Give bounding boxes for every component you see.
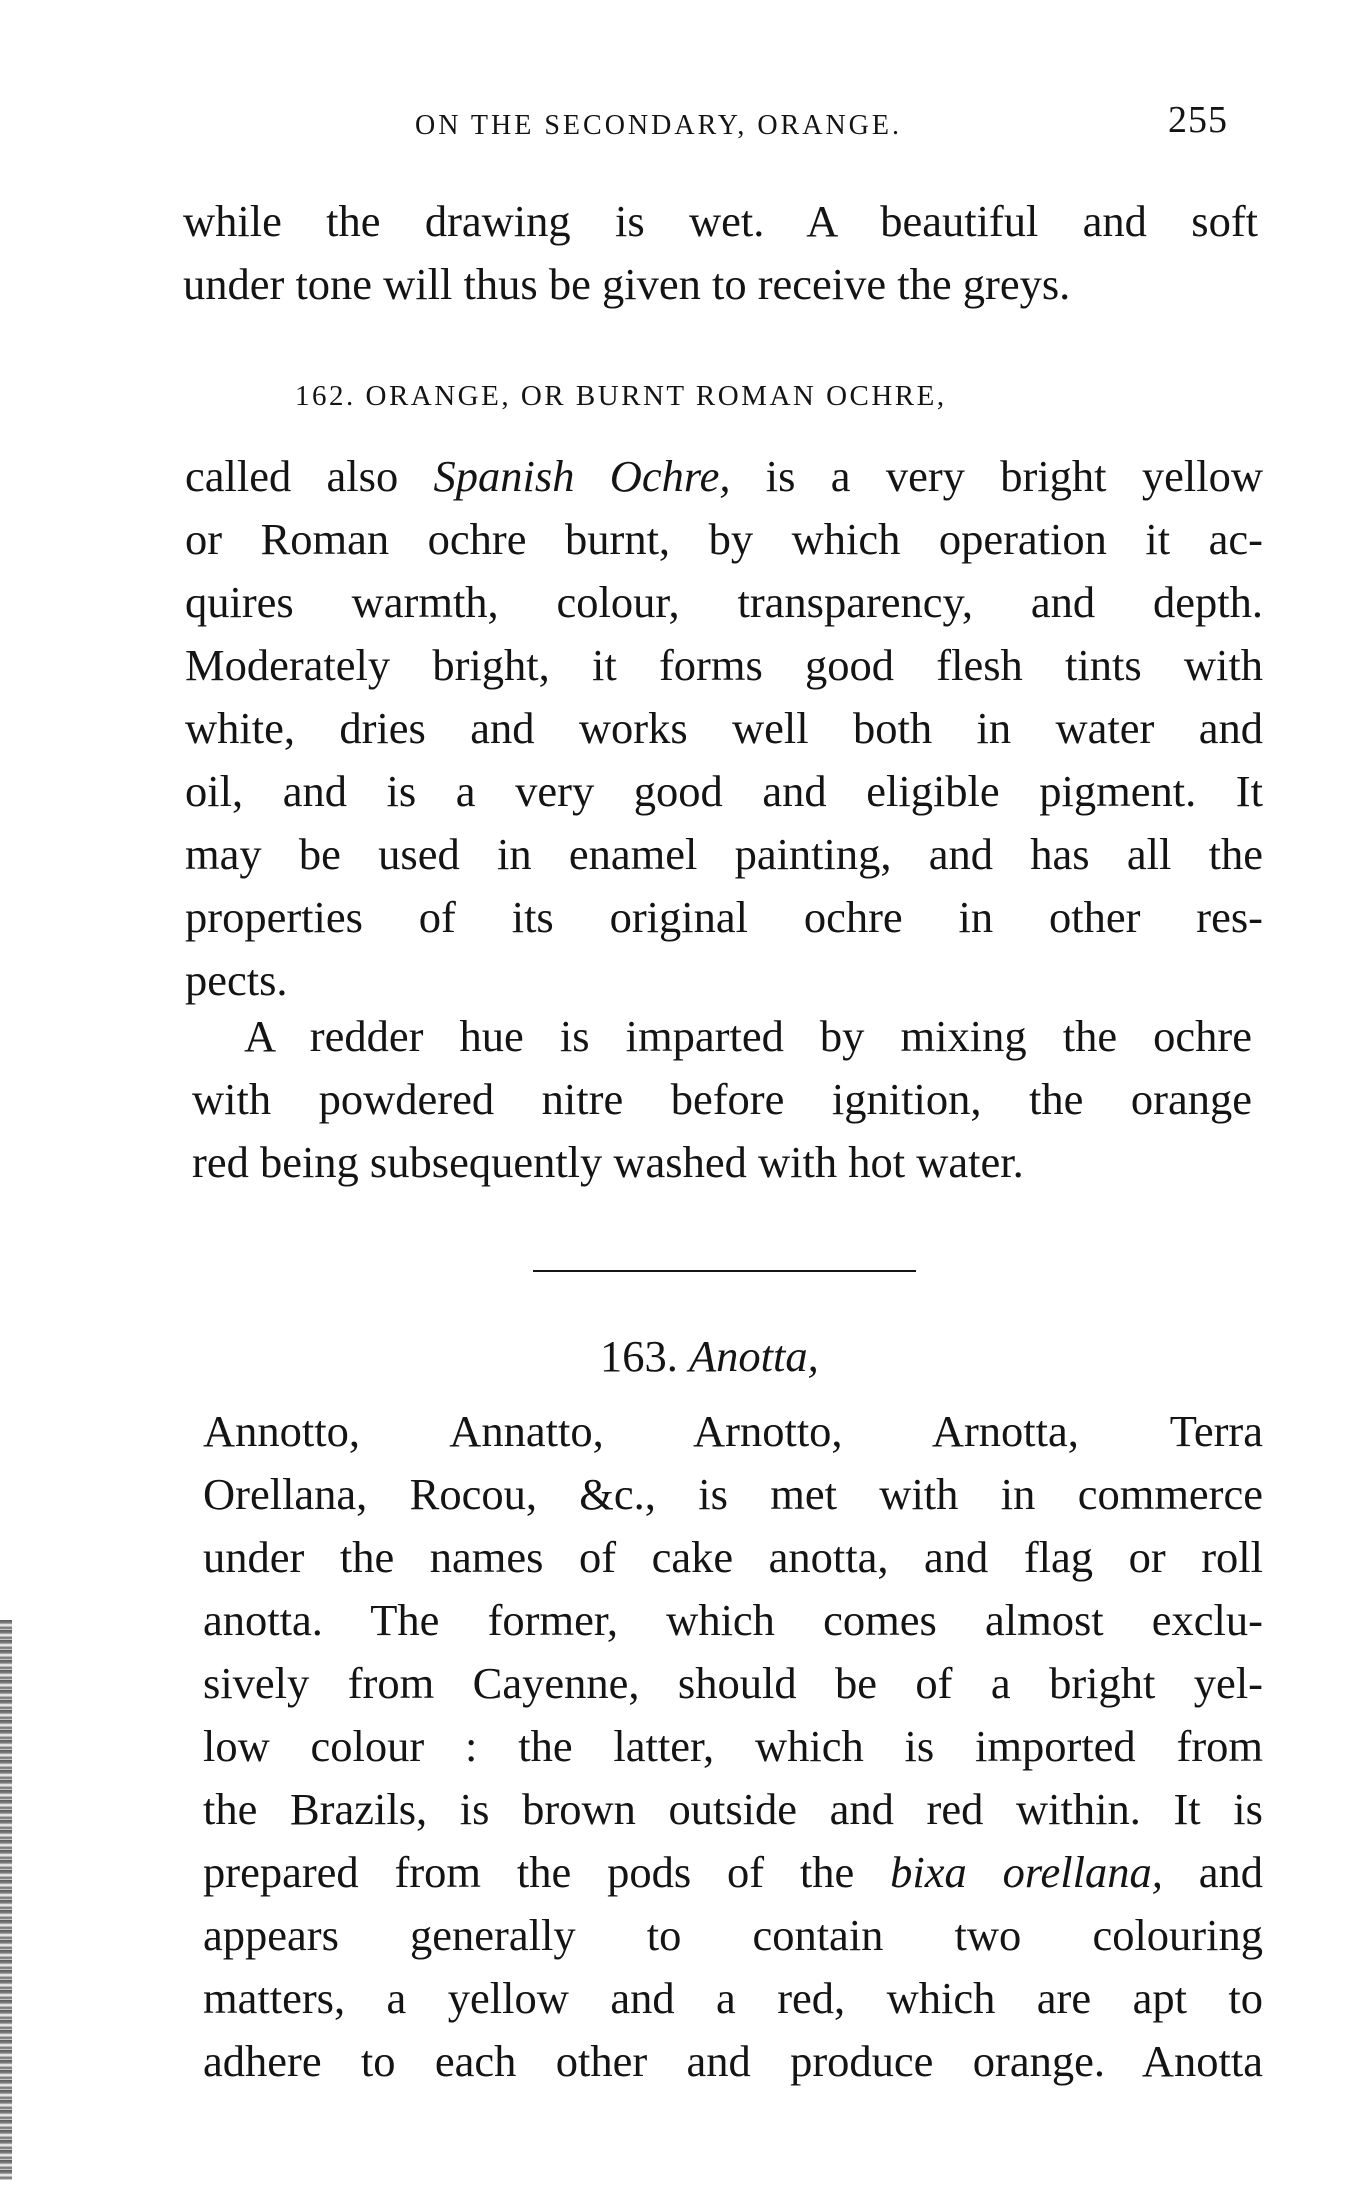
section-heading-163: 163. Anotta, <box>600 1331 819 1381</box>
text-line: sively from Cayenne, should be of a bright yel- <box>203 1658 1263 1708</box>
text-line: A redder hue is imparted by mixing the ochre <box>244 1011 1252 1061</box>
italic-term: Spanish Ochre, <box>433 451 731 501</box>
text-line: while the drawing is wet. A beautiful and soft <box>183 196 1258 246</box>
text-line: called also Spanish Ochre, is a very bright yellow <box>185 451 1263 501</box>
text-line: pects. <box>185 955 288 1005</box>
text-line: quires warmth, colour, transparency, and depth. <box>185 577 1263 627</box>
section-divider <box>533 1270 916 1272</box>
text-line: matters, a yellow and a red, which are apt to <box>203 1973 1263 2023</box>
section-163-paragraph <box>203 1400 1263 2093</box>
text-line: low colour : the latter, which is imported from <box>203 1721 1263 1771</box>
text-line: white, dries and works well both in water and <box>185 703 1263 753</box>
section-title: Anotta, <box>689 1331 819 1381</box>
text-line: the Brazils, is brown outside and red within. It is <box>203 1784 1263 1834</box>
text-line: with powdered nitre before ignition, the orange <box>192 1074 1252 1124</box>
text-line: or Roman ochre burnt, by which operation it ac- <box>185 514 1263 564</box>
text-line: properties of its original ochre in other res- <box>185 892 1263 942</box>
text-line: anotta. The former, which comes almost exclu- <box>203 1595 1263 1645</box>
section-162-paragraph-2 <box>192 1005 1252 1194</box>
binding-edge-shadow <box>0 1620 12 2180</box>
text-line: under tone will thus be given to receive the greys. <box>183 259 1071 309</box>
section-heading-162: 162. ORANGE, OR BURNT ROMAN OCHRE, <box>295 380 947 412</box>
section-162-paragraph <box>185 445 1263 1012</box>
text-line: red being subsequently washed with hot water. <box>192 1137 1024 1187</box>
page-number: 255 <box>1168 99 1228 141</box>
text-line: prepared from the pods of the bixa orellana, and <box>203 1847 1263 1897</box>
text-line: under the names of cake anotta, and flag or roll <box>203 1532 1263 1582</box>
text-line: Moderately bright, it forms good flesh tints with <box>185 640 1263 690</box>
text-line: oil, and is a very good and eligible pigment. It <box>185 766 1263 816</box>
italic-term: bixa orellana, <box>890 1847 1163 1897</box>
continuation-paragraph <box>183 190 1258 316</box>
text-line: may be used in enamel painting, and has all the <box>185 829 1263 879</box>
text-line: appears generally to contain two colouring <box>203 1910 1263 1960</box>
text-line: Annotto, Annatto, Arnotto, Arnotta, Terra <box>203 1406 1263 1456</box>
text-line: adhere to each other and produce orange. Anotta <box>203 2036 1263 2086</box>
running-title: ON THE SECONDARY, ORANGE. <box>415 110 903 141</box>
text-line: Orellana, Rocou, &c., is met with in commerce <box>203 1469 1263 1519</box>
